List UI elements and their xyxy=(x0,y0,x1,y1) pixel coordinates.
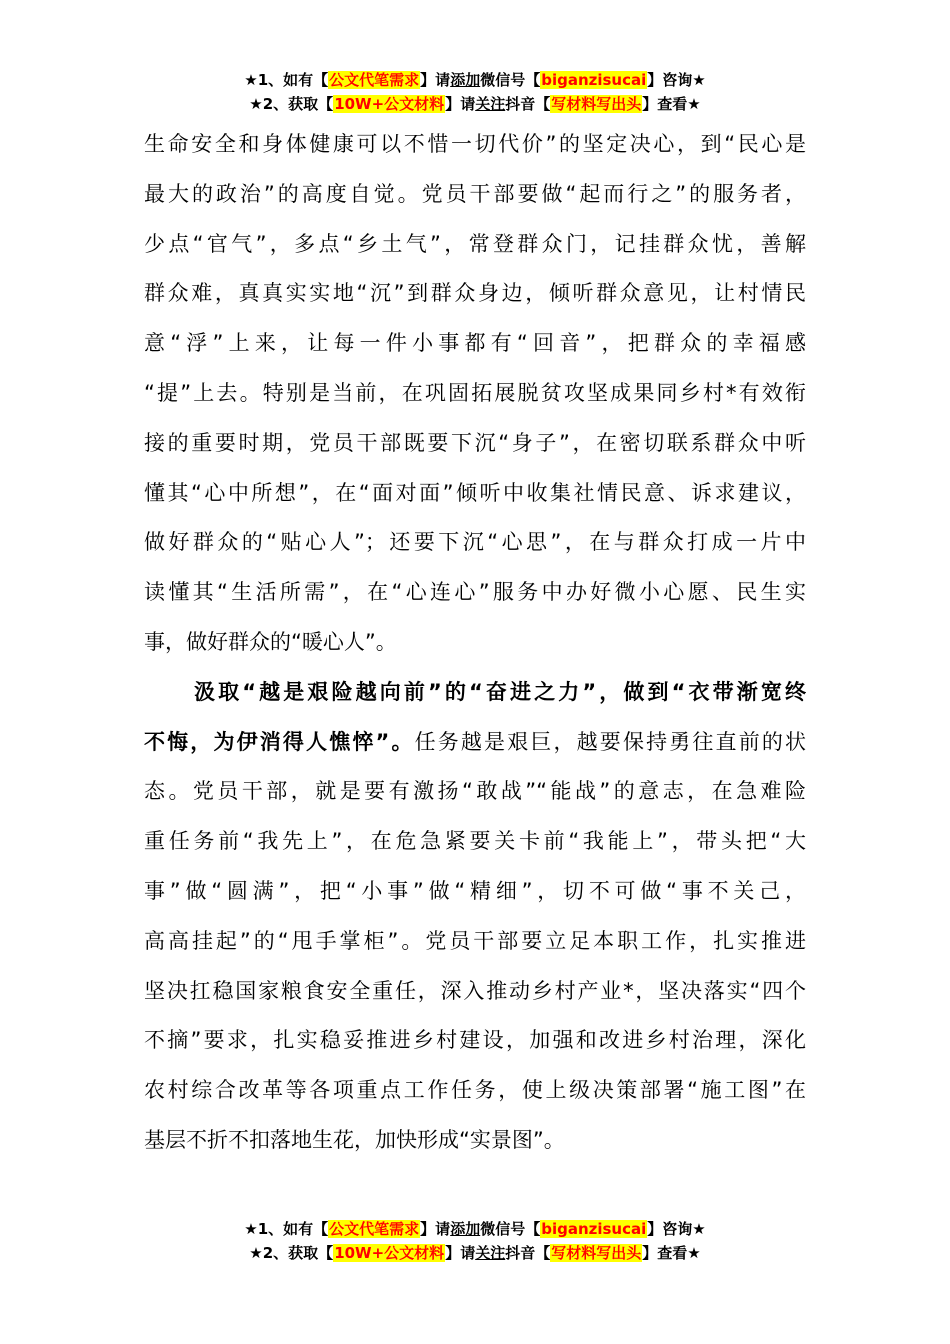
banner-text: ★2、获取【 xyxy=(249,1244,334,1262)
text-line: “提”上去。特别是当前，在巩固拓展脱贫攻坚成果同乡村*有效衔 xyxy=(144,380,806,405)
text-line: 基层不折不扣落地生花，加快形成“实景图”。 xyxy=(144,1127,565,1152)
banner-text: 】查看★ xyxy=(642,95,701,113)
heading-line: 汲取“越是艰险越向前”的“奋进之力”，做到“衣带渐宽终 xyxy=(194,679,806,704)
banner-highlight: 公文代笔需求 xyxy=(329,1220,420,1238)
top-banner xyxy=(0,68,950,116)
banner-text: 】咨询★ xyxy=(647,1220,706,1238)
text-line: 高高挂起”的“甩手掌柜”。党员干部要立足本职工作，扎实推进 xyxy=(144,928,806,953)
banner-line-2 xyxy=(0,92,950,116)
text-line: 群众难，真真实实地“沉”到群众身边，倾听群众意见，让村情民 xyxy=(144,281,806,306)
text-line: 少点“官气”，多点“乡土气”，常登群众门，记挂群众忧，善解 xyxy=(144,231,806,256)
banner-text: 抖音【 xyxy=(505,95,551,113)
banner-highlight: 写材料写出头 xyxy=(551,1244,642,1262)
banner-highlight: 公文代笔需求 xyxy=(329,71,420,89)
text-line: 最大的政治”的高度自觉。党员干部要做“起而行之”的服务者， xyxy=(144,181,806,206)
banner-text: ★1、如有【 xyxy=(244,1220,329,1238)
banner-text: 】请 xyxy=(445,1244,476,1262)
banner-highlight: biganzisucai xyxy=(541,71,647,89)
text-line: 农村综合改革等各项重点工作任务，使上级决策部署“施工图”在 xyxy=(144,1078,806,1103)
text-line: 生命安全和身体健康可以不惜一切代价”的坚定决心，到“民心是 xyxy=(144,132,806,156)
banner-text: 】请 xyxy=(420,1220,451,1238)
heading-line-end: 不悔，为伊消得人憔悴”。 xyxy=(144,729,415,754)
banner-text: 】咨询★ xyxy=(647,71,706,89)
banner-highlight: biganzisucai xyxy=(541,1220,647,1238)
text-line: 不摘”要求，扎实稳妥推进乡村建设，加强和改进乡村治理，深化 xyxy=(144,1028,806,1053)
banner-text: ★1、如有【 xyxy=(244,71,329,89)
paragraph-1 xyxy=(144,120,806,668)
banner-highlight: 10W+公文材料 xyxy=(334,1244,445,1262)
banner-line-2 xyxy=(0,1241,950,1265)
text-line-rest: 任务越是艰巨，越要保持勇往直前的状 xyxy=(414,729,807,754)
paragraph-2 xyxy=(144,668,806,1166)
banner-emphasis: 关注 xyxy=(475,1244,506,1262)
banner-text: 】请 xyxy=(445,95,476,113)
banner-line-1 xyxy=(0,1217,950,1241)
text-line: 懂其“心中所想”，在“面对面”倾听中收集社情民意、诉求建议， xyxy=(144,480,806,505)
banner-highlight: 写材料写出头 xyxy=(551,95,642,113)
text-line: 意“浮”上来，让每一件小事都有“回音”，把群众的幸福感 xyxy=(144,331,806,356)
banner-line-1 xyxy=(0,68,950,92)
text-line: 重任务前“我先上”，在危急紧要关卡前“我能上”，带头把“大 xyxy=(144,829,806,854)
banner-highlight: 10W+公文材料 xyxy=(334,95,445,113)
banner-text: 】查看★ xyxy=(642,1244,701,1262)
document-body xyxy=(144,120,806,1166)
text-line xyxy=(144,718,806,768)
banner-text: 】请 xyxy=(420,71,451,89)
text-line: 做好群众的“贴心人”；还要下沉“心思”，在与群众打成一片中 xyxy=(144,530,806,555)
text-line: 态。党员干部，就是要有激扬“敢战”“能战”的意志，在急难险 xyxy=(144,779,806,804)
banner-emphasis: 添加 xyxy=(450,1220,481,1238)
text-line: 读懂其“生活所需”，在“心连心”服务中办好微小心愿、民生实 xyxy=(144,580,806,605)
banner-text: 抖音【 xyxy=(505,1244,551,1262)
banner-text: 微信号【 xyxy=(480,1220,541,1238)
text-line: 坚决扛稳国家粮食安全重任，深入推动乡村产业*，坚决落实“四个 xyxy=(144,978,806,1003)
bottom-banner xyxy=(0,1217,950,1265)
text-line: 接的重要时期，党员干部既要下沉“身子”，在密切联系群众中听 xyxy=(144,430,806,455)
banner-text: ★2、获取【 xyxy=(249,95,334,113)
banner-emphasis: 添加 xyxy=(450,71,481,89)
banner-emphasis: 关注 xyxy=(475,95,506,113)
text-line: 事”做“圆满”，把“小事”做“精细”，切不可做“事不关己， xyxy=(144,878,806,903)
banner-text: 微信号【 xyxy=(480,71,541,89)
text-line: 事，做好群众的“暖心人”。 xyxy=(144,629,397,654)
